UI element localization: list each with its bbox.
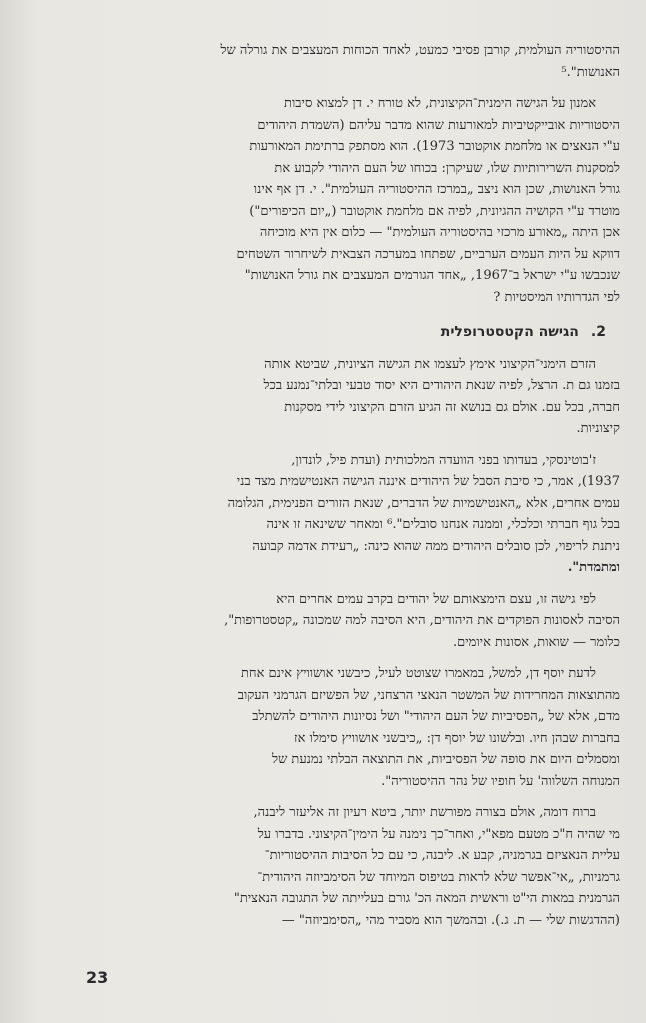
text-line: כלומר — שואות, אסונות איומים. (452, 634, 620, 650)
text-line: ההיסטוריה העולמית, קורבן פסיבי כמעט, לאחד הכוחות המעצבים את גורלה של (220, 43, 620, 58)
section-heading (64, 322, 606, 344)
paragraph-1 (64, 40, 620, 83)
paragraph-7 (64, 802, 620, 931)
text-line: (ההדגשות שלי — ת. ג.). ובהמשך הוא מסביר מהי „הסימביוזה" — (281, 912, 620, 928)
text-line: עליית הנאציזם בגרמניה, קבע א. ליבנה, כי עם כל הסיבות ההיסטוריות־ (264, 848, 620, 863)
text-line: 1937), אמר, כי סיבת הסבל של היהודים איננה הגישה האנטישמית מצד בני (236, 474, 620, 489)
text-line: אמנון על הגישה הימנית־הקיצונית, לא טורח י. דן למצוא סיבות (284, 96, 596, 111)
text-line: ברוח דומה, אולם בצורה מפורשת יותר, ביטא רעיון זה אליעזר ליבנה, (253, 805, 596, 820)
text-line: הסיבה לאסונות הפוקדים את היהודים, היא הסיבה למה שמכונה „קטסטרופות", (224, 613, 620, 628)
text-line: ניתנת לריפוי, לכן סובלים היהודים ממה שהוא כינה: „רעידת אדמה קבועה (252, 538, 620, 554)
text-line: גרמניות, „אי־אפשר שלא לראות בטיפוס המיוחד של הסימביוזה היהודית־ (257, 869, 620, 885)
page-text-column (64, 40, 620, 941)
text-line: המנוחה השלווה' על חופיו של נהר ההיסטוריה". (381, 773, 620, 789)
text-line: האנושות".⁵ (561, 64, 620, 80)
text-line: לדעת יוסף דן, למשל, במאמרו שצוטט לעיל, כיבשני אושוויץ אינם אחת (240, 666, 596, 681)
text-line: קיצוניות. (576, 421, 620, 436)
text-line: בחברות שבהן חיו. ובלשונו של יוסף דן: „כיבשני אושוויץ סימלו אז (294, 730, 620, 746)
paragraph-4 (64, 450, 620, 579)
text-line: ז'בוטינסקי, בעדותו בפני הוועדה המלכותית (ועדת פיל, לונדון, (291, 452, 596, 468)
text-line: לפי גישה זו, עצם הימצאותם של יהודים בקרב עמים אחרים היא (276, 591, 596, 607)
text-line: עמים אחרים, אלא „האנטישמיות של הדברים, שנאת הזורים הפנימית, הגלומה (227, 495, 620, 511)
paragraph-2 (64, 93, 620, 308)
paragraph-5 (64, 589, 620, 654)
section-number: 2. (590, 324, 606, 340)
text-line: מי שהיה ח"כ מטעם מפא"י, ואחר־כך נימנה על הימין־הקיצוני. בדברו על (257, 826, 620, 842)
text-line: חברה, בכל עם. אולם גם בנושא זה הגיע הזרם הקיצוני לידי מסקנות (284, 399, 620, 415)
text-line: למסקנות השרירותיות שלו, שעיקרן: בכוחו של העם היהודי לקבוע את (274, 160, 620, 176)
page-number: 23 (86, 968, 109, 987)
text-line: מהתוצאות המחרידות של המשטר הנאצי הרצחני, של הפשיזם הגרמני העקוב (237, 687, 620, 703)
text-line: היסטוריות אובייקטיביות למאורעות שהוא מדבר עליהם (השמדת היהודים (257, 117, 620, 133)
paragraph-6 (64, 663, 620, 792)
text-line: ומתמדת". (567, 560, 620, 575)
text-line: שנכבשו ע"י ישראל ב־1967, „אחד הגורמים המעצבים את גורל האנושות" (244, 268, 620, 283)
text-line: הזרם הימני־הקיצוני אימץ לעצמו את הגישה הציונית, שביטא אותה (264, 356, 596, 372)
text-line: הגרמנית במאות הי"ט וראשית המאה הכ' גורם בעלייתה של התגובה הנאצית" (233, 891, 620, 906)
text-line: בכל גוף חברתי וכלכלי, וממנה אנחנו סובלים".⁶ ומאחר ששינאה זו אינה (266, 517, 620, 532)
paragraph-3 (64, 354, 620, 440)
text-line: גורל האנושות, שכן הוא ניצב „במרכז ההיסטוריה העולמית". י. דן אף אינו (253, 182, 620, 197)
text-line: מוטרד ע"י הקושיה ההגיונית, לפיה אם מלחמת אוקטובר („יום הכיפורים") (249, 203, 620, 219)
text-line: מדם, אלא של „הפסיביות של העם היהודי" ושל נסיונות היהודים להשתלב (252, 709, 620, 724)
text-line: לפי הגדרותיו המיסטיות ? (493, 289, 620, 305)
text-line: דווקא על היות העמים הערביים, שפתחו במערכה הצבאית לשיחרור השטחים (236, 246, 620, 262)
text-line: אכן היתה „מאורע מרכזי בהיסטוריה העולמית" — כלום אין היא מוכיחה (259, 225, 620, 240)
section-title: הגישה הקטסטרופלית (440, 324, 579, 340)
text-line: ע"י הנאצים או מלחמת אוקטובר 1973). הוא מסתפק ברתימת המאורעות (249, 139, 620, 154)
text-line: ומסמלים היום את סופה של הפסיביות, את התוצאה הבלתי נמנעת של (271, 752, 620, 767)
text-line: בזמנו גם ת. הרצל, לפיה שנאת היהודים היא יסוד טבעי ובלתי־נמנע בכל (263, 378, 620, 393)
